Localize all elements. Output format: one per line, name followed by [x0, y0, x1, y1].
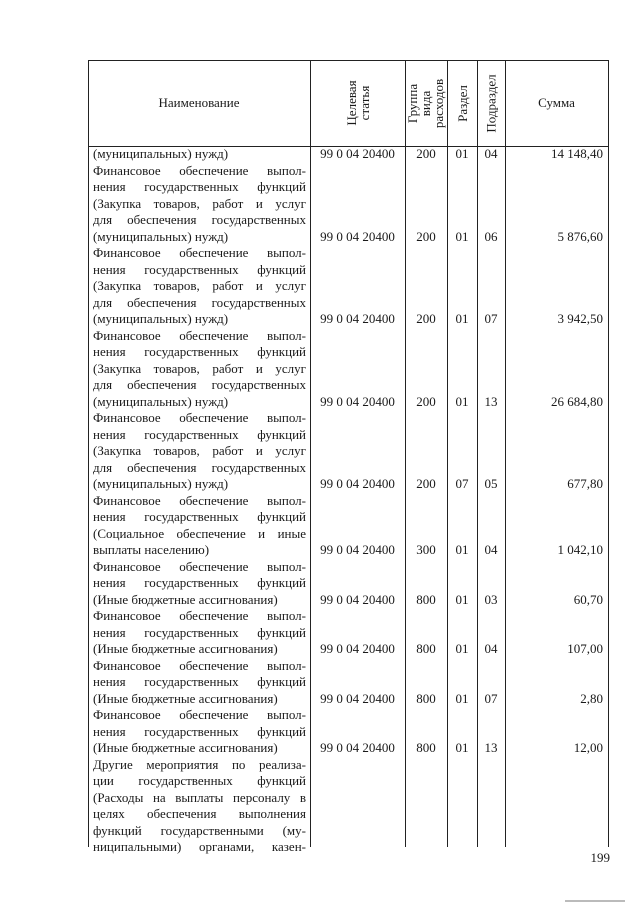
description-line: (Социальное обеспечение и иные: [93, 525, 306, 541]
description-line: нения государственных функций: [93, 426, 306, 442]
page-number: 199: [590, 850, 610, 865]
description-line: для обеспечения государственных: [93, 459, 306, 475]
description-line: (муниципальных) нужд): [93, 393, 229, 409]
scan-artifact: [565, 900, 625, 902]
subsection-cell: 04: [484, 146, 498, 161]
description-line: нения государственных функций: [93, 344, 306, 359]
header-section: Раздел: [454, 84, 470, 122]
group-cell: 800: [416, 740, 436, 755]
header-code: Целевая статья: [343, 80, 372, 126]
header-section-cell: [447, 60, 477, 146]
section-cell: 01: [455, 690, 469, 706]
sum-cell: 1 042,10: [557, 542, 603, 557]
description-line: (Расходы на выплаты персоналу в: [93, 789, 306, 805]
section-cell: 01: [455, 542, 469, 557]
code-cell: 99 0 04 20400: [320, 542, 395, 557]
description-line: целях обеспечения выполнения: [93, 806, 306, 821]
section-cell: 01: [455, 146, 469, 161]
sum-cell: 3 942,50: [557, 311, 603, 326]
sum-cell: 12,00: [573, 740, 603, 755]
header-sum: Сумма: [538, 95, 575, 110]
description-line: Финансовое обеспечение выпол-: [93, 410, 306, 425]
description-line: (муниципальных) нужд): [93, 228, 229, 244]
description-line: выплаты населению): [93, 542, 210, 557]
subsection-cell: 05: [484, 476, 498, 491]
subsection-cell: 13: [484, 740, 498, 755]
code-cell: 99 0 04 20400: [320, 690, 395, 706]
sum-cell: 26 684,80: [551, 393, 603, 409]
header-subsection: Подраздел: [483, 73, 499, 133]
section-cell: 01: [455, 591, 469, 607]
group-cell: 800: [416, 641, 436, 656]
sum-cell: 14 148,40: [551, 146, 603, 161]
description-line: Финансовое обеспечение выпол-: [93, 327, 306, 343]
code-cell: 99 0 04 20400: [320, 476, 395, 491]
sum-cell: 677,80: [567, 476, 603, 491]
description-line: ции государственных функций: [93, 773, 306, 788]
group-cell: 200: [416, 311, 436, 326]
group-cell: 800: [416, 591, 436, 607]
description-line: нения государственных функций: [93, 723, 306, 739]
group-cell: 200: [416, 146, 436, 161]
description-line: (муниципальных) нужд): [93, 476, 229, 491]
code-cell: 99 0 04 20400: [320, 740, 395, 755]
description-line: нения государственных функций: [93, 624, 306, 640]
description-line: (муниципальных) нужд): [93, 146, 229, 161]
header-code-cell: [310, 60, 405, 146]
description-line: нения государственных функций: [93, 179, 306, 194]
group-cell: 200: [416, 393, 436, 409]
sum-cell: 2,80: [580, 690, 603, 706]
column-divider-code: [405, 60, 406, 847]
group-cell: 300: [416, 542, 436, 557]
description-line: для обеспечения государственных: [93, 294, 306, 310]
description-line: Финансовое обеспечение выпол-: [93, 657, 306, 673]
column-divider-section: [477, 60, 478, 847]
table-right-border: [608, 60, 609, 847]
description-line: для обеспечения государственных: [93, 212, 306, 227]
description-line: Финансовое обеспечение выпол-: [93, 608, 306, 623]
table-left-border: [88, 60, 89, 847]
subsection-cell: 03: [484, 591, 498, 607]
subsection-cell: 04: [484, 542, 498, 557]
description-line: Другие мероприятия по реализа-: [93, 756, 306, 772]
column-divider-name: [310, 60, 311, 847]
subsection-cell: 07: [484, 311, 498, 326]
subsection-cell: 13: [484, 393, 498, 409]
header-subsection-cell: [477, 60, 505, 146]
description-line: (Иные бюджетные ассигнования): [93, 641, 278, 656]
code-cell: 99 0 04 20400: [320, 311, 395, 326]
section-cell: 07: [455, 476, 469, 491]
section-cell: 01: [455, 311, 469, 326]
section-cell: 01: [455, 393, 469, 409]
description-line: (муниципальных) нужд): [93, 311, 229, 326]
section-cell: 01: [455, 228, 469, 244]
column-divider-subsection: [505, 60, 506, 847]
description-line: (Закупка товаров, работ и услуг: [93, 443, 306, 458]
description-line: Финансовое обеспечение выпол-: [93, 492, 306, 508]
group-cell: 200: [416, 476, 436, 491]
description-line: (Закупка товаров, работ и услуг: [93, 195, 306, 211]
description-line: (Иные бюджетные ассигнования): [93, 740, 278, 755]
subsection-cell: 07: [484, 690, 498, 706]
section-cell: 01: [455, 740, 469, 755]
description-line: Финансовое обеспечение выпол-: [93, 707, 306, 722]
group-cell: 800: [416, 690, 436, 706]
header-group: Группа вида расходов: [405, 78, 447, 128]
code-cell: 99 0 04 20400: [320, 591, 395, 607]
sum-cell: 5 876,60: [557, 228, 603, 244]
sum-cell: 60,70: [573, 591, 603, 607]
column-divider-group: [447, 60, 448, 847]
description-line: функций государственными (му-: [93, 822, 306, 838]
description-line: (Закупка товаров, работ и услуг: [93, 278, 306, 293]
description-line: (Иные бюджетные ассигнования): [93, 690, 278, 706]
description-line: нения государственных функций: [93, 509, 306, 524]
description-line: ниципальными) органами, казен-: [93, 839, 306, 854]
subsection-cell: 04: [484, 641, 498, 656]
group-cell: 200: [416, 228, 436, 244]
subsection-cell: 06: [484, 228, 498, 244]
description-line: нения государственных функций: [93, 575, 306, 590]
header-group-cell: [405, 60, 447, 146]
description-line: Финансовое обеспечение выпол-: [93, 245, 306, 260]
description-line: нения государственных функций: [93, 674, 306, 689]
code-cell: 99 0 04 20400: [320, 228, 395, 244]
description-line: Финансовое обеспечение выпол-: [93, 162, 306, 178]
code-cell: 99 0 04 20400: [320, 393, 395, 409]
sum-cell: 107,00: [567, 641, 603, 656]
description-line: (Иные бюджетные ассигнования): [93, 591, 278, 607]
header-name: Наименование: [158, 95, 240, 110]
description-line: (Закупка товаров, работ и услуг: [93, 360, 306, 376]
description-line: для обеспечения государственных: [93, 377, 306, 392]
section-cell: 01: [455, 641, 469, 656]
code-cell: 99 0 04 20400: [320, 641, 395, 656]
description-line: нения государственных функций: [93, 261, 306, 277]
code-cell: 99 0 04 20400: [320, 146, 395, 161]
description-line: Финансовое обеспечение выпол-: [93, 558, 306, 574]
